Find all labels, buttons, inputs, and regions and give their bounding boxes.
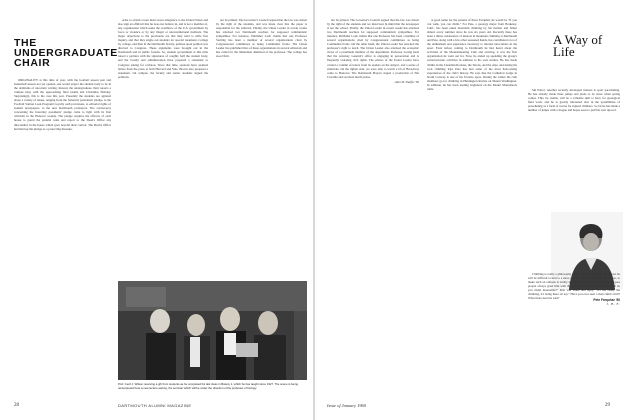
section-title-line-2: UNDERGRADUATE xyxy=(14,47,118,59)
right-column-2 xyxy=(427,18,517,396)
right-column-1-text: not be printed. The Governor's Council argued that the law was drawn by the right of the students and we must bear in mind that the newspaper is not the school. Finally, the Union Leader in recent weeks has attacked two Dartmouth teachers for supposed communistic sympathies. For instance, Publisher Loeb claims that one Professor has been a member of several organizations cited by Congressional committees as being Communist fronts. On the other hand, the Union Leader has attacked the professor's right to teach. The Union Leader also attacked the economic views of a prominent member of the department. Professor Loring feels that the Attorney General's office is engaging in persecution and is flagrantly violating civil rights. The editors of the Union Leader have carried a column of letters from its readers on the subject, and a series of editorials. On the lighter side, we were able to watch a bit of Broadway come to Hanover. The Dartmouth Players staged a production of The Crucible and received much praise. xyxy=(327,18,419,79)
section-title-line-3: CHAIR xyxy=(14,57,51,69)
section-title xyxy=(14,37,118,69)
article-headline: A Way of Life xyxy=(553,32,603,59)
page-number-right: 29 xyxy=(605,403,610,408)
classroom-photo-image xyxy=(118,281,307,380)
left-column-2-text: order to obtain a loan must swear allegiance to the United States and also sign an affidavit that he does not believe in, and is not a member of, any organization which seeks the overthrow of the U.S. government by force or violence or by any illegal or unconstitutional methods. The major objections to the provisions are that they tend to stifle free inquiry, and that they single out students for special treatment. College by college, and then in the Dartmouth faculty, petition upon petition was directed to Congress. These arguments were brought out in the Dartmouth and in public forums. So, student government at this time raised a petition with the signatures of roughly half the student body, and the faculty and administration have prepared a statement to Congress asking for revision. Since that time, sessions have sparked letters from the press at both Harvard and Yale. Brown also prepared a statement. On campus, the faculty and senior students signed the petitions. xyxy=(118,18,208,79)
footer-magazine-title: DARTMOUTH ALUMNI MAGAZINE xyxy=(118,403,192,408)
photo-caption: Prof. Cecil J. Wilson receiving a gift from students as he completed his last class in Botany 1, which he has taught since 1927. The scene is being reinterpreted here a new lecture-setting, the seminar which will be under the direction of the professor of biology. xyxy=(118,382,298,390)
right-column-3-text: Ski Patrol. Another recently developed interest is sport parachuting. He has already made three jumps and plans to do more when spring comes. This, he claims, will be a valuable skill to have for geological field work, and he is greatly interested also in the possibilities of parachuting as a form of rescue for injured climbers. So far he has made a number of jumps with a drogue and hopes soon to pull his own ripcord. xyxy=(528,88,620,113)
right-page xyxy=(315,0,628,420)
section-title-line-1: THE xyxy=(14,37,37,49)
classroom-photo xyxy=(118,281,307,380)
right-column-3-continued xyxy=(528,272,620,392)
left-column-1-text: ORIGINALITY at this time of year, with the football season past and basketball season not yet opened, one would expect the student body to be in the doldrums of uncertain writing. Instead, the undergraduate chair reports a campus busy with the approaching final exams and Christmas Holiday. Surprisingly, this is the case this year. Presently the students are agitated about a variety of issues, ranging from the fraternity presidents' pledge, to the Football Station Loan Program's loyalty oath provisions, to editorial rights of student newspapers, to the new Dartmouth professors. The controversy concerning the fraternity presidents' pledge came to light with its first criticism in the Hanover weekly. The pledge requires the officers of each house to guard the parietal rules and report to the Dean's Office any misconduct in the house which goes beyond their control. The Dean's Office had held up the pledge as a protecting measure. xyxy=(14,78,111,131)
right-column-3-continued-text: Climbing is really a philosophy of life, to see fairly, and one knows he will be difficult to turn to a more precise form of existence. Of course, to make such an outlook is totally incomprehensible, and wherever he goes people always greet him with the same old question, "Why on earth do you climb mountains?" Pete will smile and reply: "It's not really the climbing, it's being there on top." Have you ever seen a man climb a hill? What more need be said? xyxy=(528,272,620,301)
author-signoff: Alan M. Shaffer '60 xyxy=(394,79,419,84)
author-initials: J. B. F. xyxy=(606,302,620,307)
portrait-caption: Pete Farquhar '60 xyxy=(593,298,620,302)
left-column-1 xyxy=(14,78,111,396)
left-page xyxy=(0,0,313,420)
right-column-2-text: A good name for the parents of Peter Farquhar, he would be "If you can walk, you can climb." For Pete, a geology major from Berkeley, Calif., has been taken mountain climbing by his mother and father almost every summer since he was six years old. Recently there has been a minor renaissance of interest in mountain climbing at Dartmouth and Pete, along with a few other seasoned hands, has contributed a lot of the enthusiasm and experience necessary to interest newcomers in the sport. Even before coming to Dartmouth he had heard about the activities of the Mountaineering Club and arriving, it was the first organization he went out for. Now, he ended up spending the group's extracurricular activities in addition to his own studies. He has made climbs in the Canadian Rockies, the Tetons, and the Alps, and during his rock climbing trips Pete has had some of the most hair-raising experiences of the club's history. He says that the Cathedral Ledge in North Conway is one of his favorite spots. During the winter the club members go ice climbing in Huntington Ravine on Mount Washington. In addition, he has been leading beginners on the Mount Monadnock trails. xyxy=(427,18,517,91)
left-column-3 xyxy=(216,18,307,273)
page-number-left: 28 xyxy=(14,403,19,408)
right-column-1 xyxy=(327,18,419,396)
left-column-2 xyxy=(118,18,208,273)
left-column-3-text: not be printed. The Governor's Council argued that the law was drawn by the right of the students, and was made clear that the paper is responsible for the editorial. Finally, the Union Leader in recent weeks has attacked two Dartmouth teachers for supposed communistic sympathies. For instance, Publisher Loeb claims that one Professor Sterling has been a member of several organizations cited by Congressional committees as being Communist fronts. The Union Leader has published lists of these organizations in several editorials and has called for the immediate dismissal of the professor. The college has stood firm. xyxy=(216,18,307,59)
footer-issue-title: Issue of January 1960 xyxy=(327,403,366,408)
